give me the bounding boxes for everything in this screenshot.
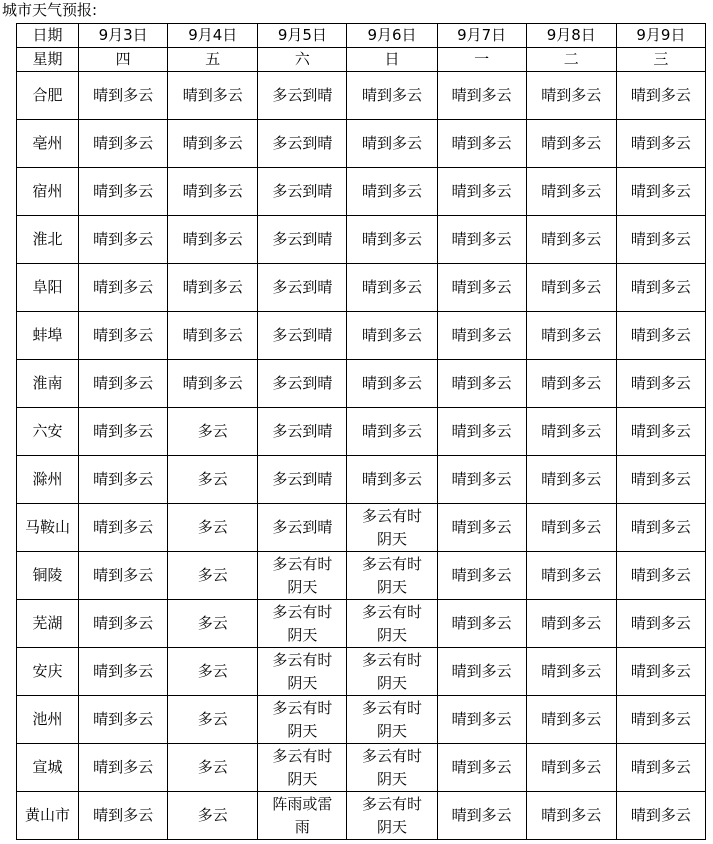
weather-cell: 晴到多云 (616, 72, 705, 120)
weather-cell: 晴到多云 (79, 168, 168, 216)
weekday-header-cell: 四 (79, 48, 168, 72)
weather-cell: 晴到多云 (347, 360, 437, 408)
weather-cell: 晴到多云 (79, 312, 168, 360)
weekday-header-cell: 五 (168, 48, 258, 72)
weather-cell: 晴到多云 (437, 744, 526, 792)
table-row (17, 360, 706, 408)
weather-cell: 晴到多云 (616, 456, 705, 504)
weather-cell: 晴到多云 (437, 120, 526, 168)
date-header-cell: 9月9日 (616, 24, 705, 48)
weather-cell: 晴到多云 (168, 312, 258, 360)
city-name-cell: 马鞍山 (17, 504, 79, 552)
weather-cell: 多云到晴 (258, 456, 347, 504)
weekday-header-cell: 二 (526, 48, 616, 72)
weather-cell: 晴到多云 (616, 648, 705, 696)
weather-cell: 晴到多云 (437, 648, 526, 696)
weather-cell: 多云有时 阴天 (347, 792, 437, 840)
table-row (17, 504, 706, 552)
weather-cell: 晴到多云 (526, 744, 616, 792)
weather-cell: 阵雨或雷 雨 (258, 792, 347, 840)
weather-cell: 晴到多云 (347, 120, 437, 168)
weather-cell: 多云到晴 (258, 168, 347, 216)
city-name-cell: 阜阳 (17, 264, 79, 312)
weather-cell: 多云 (168, 552, 258, 600)
weather-cell: 晴到多云 (437, 600, 526, 648)
weather-cell: 多云到晴 (258, 312, 347, 360)
weather-cell: 晴到多云 (526, 504, 616, 552)
table-row (17, 120, 706, 168)
weather-cell: 晴到多云 (526, 648, 616, 696)
weather-cell: 晴到多云 (79, 360, 168, 408)
weather-cell: 晴到多云 (347, 264, 437, 312)
weather-cell: 晴到多云 (616, 792, 705, 840)
weather-cell: 多云 (168, 504, 258, 552)
weather-cell: 晴到多云 (79, 72, 168, 120)
table-row (17, 264, 706, 312)
weather-cell: 多云 (168, 600, 258, 648)
weather-cell: 晴到多云 (437, 456, 526, 504)
table-row (17, 696, 706, 744)
date-header-cell: 9月7日 (437, 24, 526, 48)
weather-cell: 多云到晴 (258, 72, 347, 120)
weekday-header-cell: 日 (347, 48, 437, 72)
table-row (17, 168, 706, 216)
weather-cell: 晴到多云 (347, 312, 437, 360)
date-header-cell: 9月5日 (258, 24, 347, 48)
weekday-header-cell: 一 (437, 48, 526, 72)
weather-cell: 晴到多云 (168, 72, 258, 120)
weather-cell: 多云 (168, 648, 258, 696)
weather-cell: 晴到多云 (616, 360, 705, 408)
weather-cell: 晴到多云 (347, 456, 437, 504)
city-name-cell: 蚌埠 (17, 312, 79, 360)
weather-cell: 晴到多云 (526, 120, 616, 168)
weather-cell: 晴到多云 (79, 456, 168, 504)
city-name-cell: 亳州 (17, 120, 79, 168)
weather-cell: 晴到多云 (437, 264, 526, 312)
weather-cell: 晴到多云 (526, 264, 616, 312)
weather-cell: 多云有时 阴天 (347, 648, 437, 696)
weekday-header-row (17, 48, 706, 72)
weather-cell: 晴到多云 (526, 168, 616, 216)
date-header-row (17, 24, 706, 48)
weather-cell: 晴到多云 (168, 168, 258, 216)
table-row (17, 216, 706, 264)
weather-cell: 晴到多云 (79, 600, 168, 648)
weather-cell: 晴到多云 (616, 408, 705, 456)
weather-cell: 晴到多云 (347, 408, 437, 456)
weather-cell: 多云 (168, 408, 258, 456)
city-name-cell: 淮北 (17, 216, 79, 264)
weather-cell: 晴到多云 (437, 504, 526, 552)
weather-cell: 多云有时 阴天 (347, 504, 437, 552)
weather-cell: 晴到多云 (168, 360, 258, 408)
weather-cell: 晴到多云 (616, 552, 705, 600)
weather-cell: 多云有时 阴天 (347, 600, 437, 648)
table-row (17, 744, 706, 792)
page-title: 城市天气预报: (2, 1, 98, 19)
weather-cell: 晴到多云 (616, 264, 705, 312)
weather-forecast-table (16, 23, 706, 840)
city-name-cell: 芜湖 (17, 600, 79, 648)
weather-cell: 晴到多云 (437, 552, 526, 600)
weather-cell: 晴到多云 (526, 600, 616, 648)
city-name-cell: 池州 (17, 696, 79, 744)
table-row (17, 648, 706, 696)
weather-cell: 晴到多云 (437, 792, 526, 840)
weekday-header-cell: 星期 (17, 48, 79, 72)
table-row (17, 72, 706, 120)
weather-cell: 晴到多云 (526, 216, 616, 264)
weather-cell: 晴到多云 (526, 552, 616, 600)
weather-cell: 晴到多云 (526, 792, 616, 840)
weather-cell: 晴到多云 (526, 696, 616, 744)
weather-cell: 晴到多云 (616, 600, 705, 648)
weather-cell: 多云有时 阴天 (258, 600, 347, 648)
weather-cell: 晴到多云 (79, 504, 168, 552)
weather-cell: 晴到多云 (437, 168, 526, 216)
city-name-cell: 黄山市 (17, 792, 79, 840)
weather-cell: 晴到多云 (79, 216, 168, 264)
weather-cell: 晴到多云 (616, 168, 705, 216)
table-row (17, 312, 706, 360)
date-header-cell: 9月3日 (79, 24, 168, 48)
weather-cell: 晴到多云 (168, 120, 258, 168)
city-name-cell: 淮南 (17, 360, 79, 408)
table-row (17, 792, 706, 840)
weekday-header-cell: 六 (258, 48, 347, 72)
weather-cell: 多云有时 阴天 (258, 696, 347, 744)
date-header-cell: 日期 (17, 24, 79, 48)
weather-cell: 晴到多云 (79, 264, 168, 312)
date-header-cell: 9月4日 (168, 24, 258, 48)
city-name-cell: 六安 (17, 408, 79, 456)
city-name-cell: 安庆 (17, 648, 79, 696)
weather-cell: 晴到多云 (526, 408, 616, 456)
weather-cell: 多云有时 阴天 (347, 552, 437, 600)
weather-cell: 晴到多云 (347, 168, 437, 216)
city-name-cell: 合肥 (17, 72, 79, 120)
weather-cell: 晴到多云 (437, 72, 526, 120)
weather-cell: 晴到多云 (526, 456, 616, 504)
weather-cell: 多云到晴 (258, 504, 347, 552)
weather-cell: 晴到多云 (79, 552, 168, 600)
city-name-cell: 铜陵 (17, 552, 79, 600)
weather-cell: 晴到多云 (437, 360, 526, 408)
weather-cell: 多云 (168, 456, 258, 504)
weather-cell: 晴到多云 (437, 312, 526, 360)
weather-cell: 晴到多云 (168, 216, 258, 264)
weather-cell: 多云 (168, 744, 258, 792)
table-row (17, 408, 706, 456)
weather-cell: 多云 (168, 696, 258, 744)
weather-cell: 晴到多云 (616, 216, 705, 264)
weekday-header-cell: 三 (616, 48, 705, 72)
weather-cell: 晴到多云 (79, 408, 168, 456)
weather-cell: 晴到多云 (79, 744, 168, 792)
city-name-cell: 宣城 (17, 744, 79, 792)
weather-cell: 多云有时 阴天 (258, 552, 347, 600)
weather-cell: 晴到多云 (616, 504, 705, 552)
weather-cell: 晴到多云 (79, 792, 168, 840)
weather-cell: 晴到多云 (79, 120, 168, 168)
weather-cell: 多云到晴 (258, 408, 347, 456)
table-row (17, 552, 706, 600)
weather-cell: 晴到多云 (437, 408, 526, 456)
weather-cell: 多云到晴 (258, 120, 347, 168)
city-name-cell: 宿州 (17, 168, 79, 216)
weather-cell: 晴到多云 (347, 216, 437, 264)
weather-cell: 晴到多云 (347, 72, 437, 120)
city-name-cell: 滁州 (17, 456, 79, 504)
weather-cell: 晴到多云 (526, 312, 616, 360)
weather-cell: 多云有时 阴天 (258, 648, 347, 696)
weather-cell: 晴到多云 (437, 216, 526, 264)
weather-cell: 多云有时 阴天 (347, 744, 437, 792)
table-row (17, 600, 706, 648)
weather-cell: 晴到多云 (526, 72, 616, 120)
date-header-cell: 9月8日 (526, 24, 616, 48)
weather-cell: 晴到多云 (437, 696, 526, 744)
weather-cell: 晴到多云 (616, 696, 705, 744)
weather-cell: 多云有时 阴天 (258, 744, 347, 792)
weather-cell: 晴到多云 (168, 264, 258, 312)
weather-cell: 晴到多云 (616, 744, 705, 792)
table-row (17, 456, 706, 504)
weather-cell: 多云到晴 (258, 216, 347, 264)
weather-cell: 晴到多云 (526, 360, 616, 408)
weather-cell: 多云到晴 (258, 264, 347, 312)
weather-cell: 晴到多云 (79, 696, 168, 744)
weather-cell: 晴到多云 (79, 648, 168, 696)
weather-cell: 多云到晴 (258, 360, 347, 408)
weather-cell: 晴到多云 (616, 120, 705, 168)
weather-cell: 多云 (168, 792, 258, 840)
weather-cell: 晴到多云 (616, 312, 705, 360)
date-header-cell: 9月6日 (347, 24, 437, 48)
weather-cell: 多云有时 阴天 (347, 696, 437, 744)
